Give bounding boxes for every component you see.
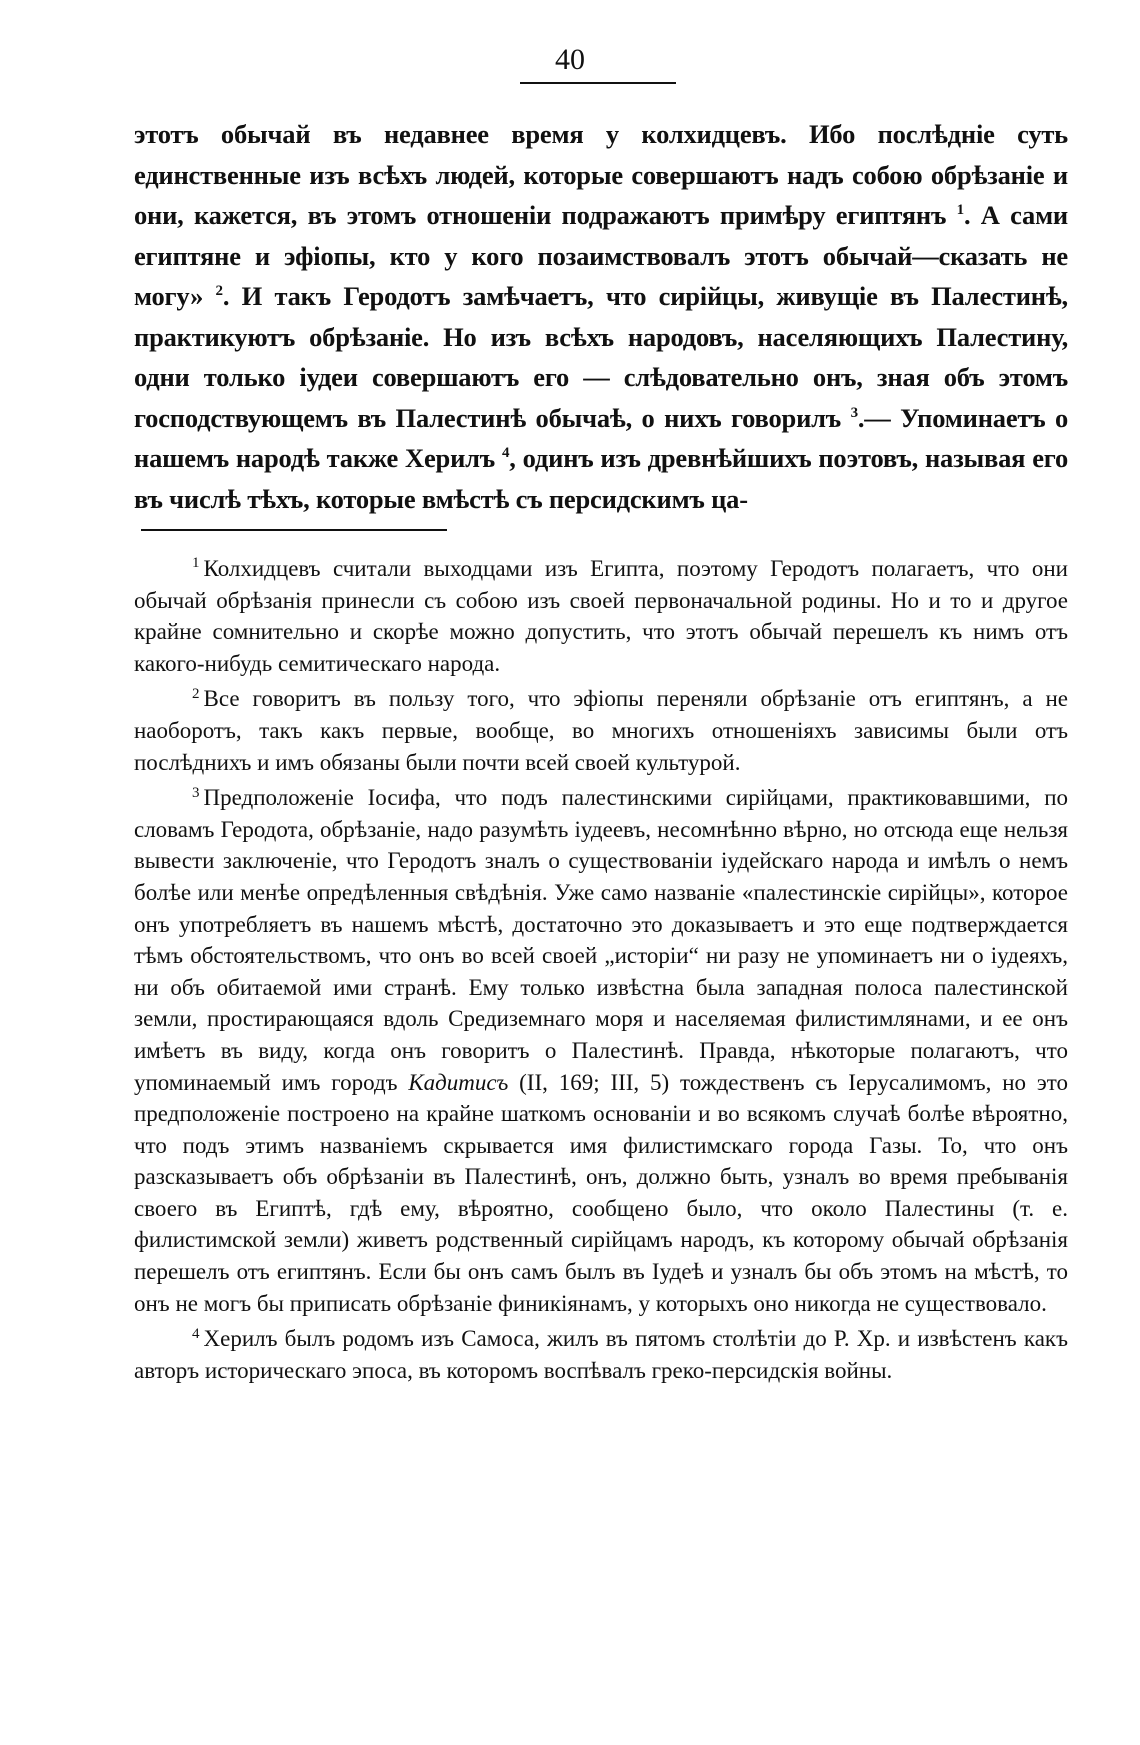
footnote-1 xyxy=(134,553,1068,679)
main-text-part: . А сами египтяне и эфіопы, кто у кого позаимствовалъ этотъ обычай—сказать не могу» xyxy=(134,200,1068,311)
main-text-part: этотъ обычай въ недавнее время у колхидцевъ. Ибо послѣдніе суть единственные изъ всѣхъ людей, которые совершаютъ надъ собою обрѣзаніе и они, кажется, въ этомъ отношеніи подражаютъ примѣру египтянъ xyxy=(134,119,1068,230)
footnote-mark: 4 xyxy=(192,1325,200,1342)
main-text-part: .— Упоминаетъ о нашемъ народѣ также Херилъ xyxy=(134,402,1068,473)
footnote-mark: 3 xyxy=(192,784,200,801)
footnote-mark: 2 xyxy=(192,685,200,702)
footnote-text: Херилъ былъ родомъ изъ Самоса, жилъ въ пятомъ столѣтіи до Р. Хр. и извѣстенъ какъ авторъ историческаго эпоса, въ которомъ воспѣвалъ греко-персидскія войны. xyxy=(134,1326,1068,1383)
footnote-ref-3: 3 xyxy=(850,404,858,421)
footnote-text: Предположеніе Іосифа, что подъ палестинскими сирійцами, практиковавшими, по словамъ Геродота, обрѣзаніе, надо разумѣть іудеевъ, несомнѣнно вѣрно, но отсюда еще нельзя вывести заключеніе, что Геродотъ зналъ о существованіи іудейскаго народа и имѣлъ о немъ болѣе или менѣе опредѣленныя свѣдѣнія. Уже само названіе «палестинскіе сирійцы», которое онъ употребляетъ въ нашемъ мѣстѣ, достаточно это доказываетъ и это еще подтверждается тѣмъ обстоятельствомъ, что онъ во всей своей „исторіи“ ни разу не упоминаетъ ни о іудеяхъ, ни объ обитаемой ими странѣ. Ему только извѣстна была западная полоса палестинской земли, простирающаяся вдоль Средиземнаго моря и населяемая филистимлянами, и ее онъ имѣетъ въ виду, когда онъ говоритъ о Палестинѣ. Правда, нѣкоторые полагаютъ, что упоминаемый имъ городъ xyxy=(134,785,1068,1095)
footnote-ref-1: 1 xyxy=(956,202,964,219)
footnote-text: Колхидцевъ считали выходцами изъ Египта, поэтому Геродотъ полагаетъ, что они обычай обрѣзанія принесли съ собою изъ своей первоначальной родины. Но и то и другое крайне сомнительно и скорѣе можно допустить, что этотъ обычай перешелъ къ нимъ отъ какого-нибудь семитическаго народа. xyxy=(134,556,1068,676)
page-number: 40 xyxy=(555,43,585,76)
footnote-separator xyxy=(141,529,447,531)
footnote-mark: 1 xyxy=(192,555,200,572)
main-paragraph xyxy=(134,114,1068,519)
footnote-text: Все говоритъ въ пользу того, что эфіопы переняли обрѣзаніе отъ египтянъ, а не наоборотъ, такъ какъ первые, вообще, во многихъ отношеніяхъ зависимы были отъ послѣднихъ и имъ обязаны были почти всей своей культурой. xyxy=(134,686,1068,775)
footnote-3 xyxy=(134,782,1068,1319)
main-text-part: . И такъ Геродотъ замѣчаетъ, что сирійцы, живущіе въ Палестинѣ, практикуютъ обрѣзаніе. Но изъ всѣхъ народовъ, населяющихъ Палестину, одни только іудеи совершаютъ его — слѣдовательно онъ, зная объ этомъ господствующемъ въ Палестинѣ обычаѣ, о нихъ говорилъ xyxy=(134,281,1068,433)
footnote-text: (II, 169; III, 5) тождественъ съ Іерусалимомъ, но это предположеніе построено на крайне шаткомъ основаніи и во всякомъ случаѣ болѣе вѣроятно, что подъ этимъ названіемъ скрывается имя филистимскаго города Газы. То, что онъ разсказываетъ объ обрѣзаніи въ Палестинѣ, онъ, должно быть, узналъ во время пребыванія своего въ Египтѣ, гдѣ ему, вѣроятно, сообщено было, что около Палестины (т. е. филистимской земли) живетъ родственный сирійцамъ народъ, къ которому обычай обрѣзанія перешелъ отъ египтянъ. Если бы онъ самъ былъ въ Іудеѣ и узналъ бы объ этомъ на мѣстѣ, то онъ не могъ бы приписать обрѣзаніе финикіянамъ, у которыхъ оно никогда не существовало. xyxy=(134,1069,1068,1316)
footnote-italic-city: Кадитисъ xyxy=(408,1069,509,1095)
page-number-rule xyxy=(520,82,676,84)
footnote-ref-2: 2 xyxy=(215,283,223,300)
footnote-2 xyxy=(134,683,1068,778)
footnote-4 xyxy=(134,1323,1068,1386)
footnote-ref-4: 4 xyxy=(501,445,510,462)
main-text-part: , одинъ изъ древнѣйшихъ поэтовъ, называя его въ числѣ тѣхъ, которые вмѣстѣ съ персидскимъ ца- xyxy=(134,443,1069,514)
footnotes xyxy=(134,553,1068,1390)
